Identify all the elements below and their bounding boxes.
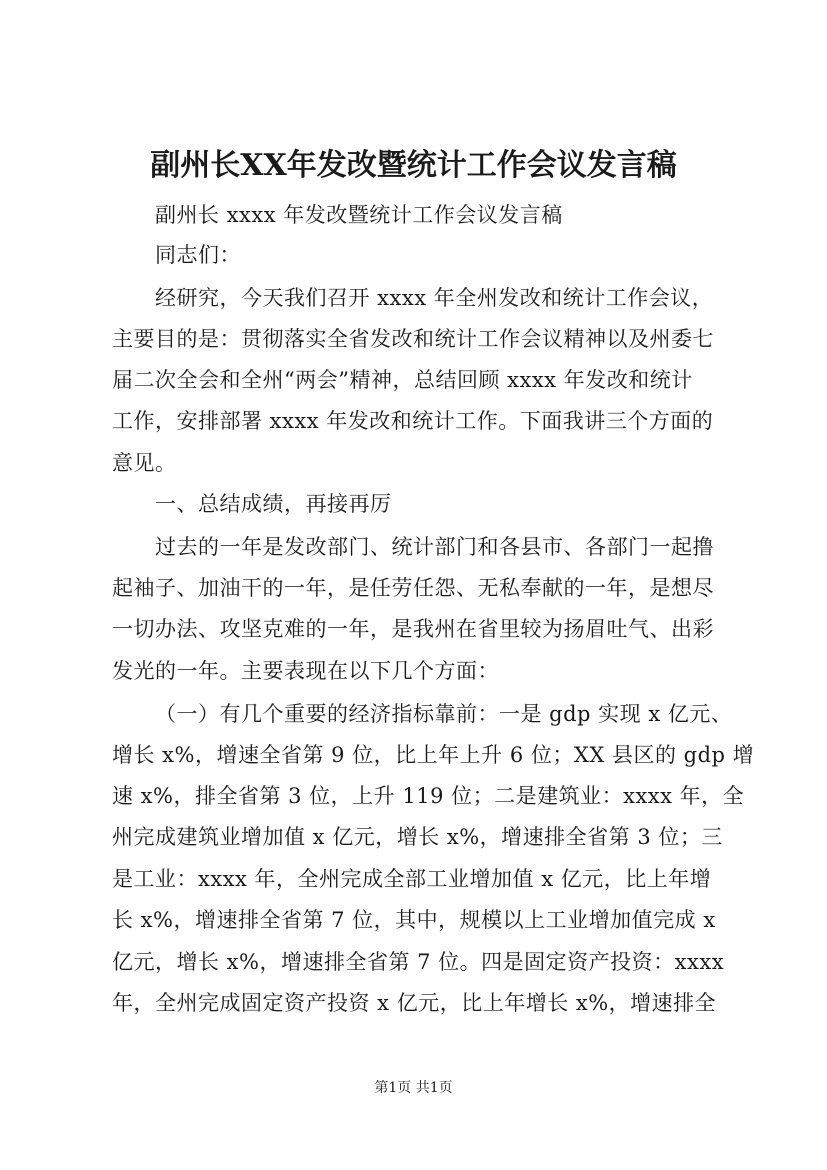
paragraph-line: 一切办法、攻坚克难的一年，是我州在省里较为扬眉吐气、出彩 [112,617,714,641]
paragraph-line: 州完成建筑业增加值 x 亿元，增长 x%，增速排全省第 3 位；三 [112,825,723,849]
paragraph-line: 过去的一年是发改部门、统计部门和各县市、各部门一起撸 [155,535,714,559]
paragraph-line: （一）有几个重要的经济指标靠前：一是 gdp 实现 x 亿元、 [155,702,733,726]
paragraph-line: 是工业：xxxx 年，全州完成全部工业增加值 x 亿元，比上年增 [112,867,712,891]
paragraph-line: 经研究，今天我们召开 xxxx 年全州发改和统计工作会议， [155,286,714,310]
paragraph-line: 发光的一年。主要表现在以下几个方面： [112,659,499,683]
paragraph-line: 工作，安排部署 xxxx 年发改和统计工作。下面我讲三个方面的 [112,409,714,433]
paragraph-line: 主要目的是：贯彻落实全省发改和统计工作会议精神以及州委七 [112,327,714,351]
paragraph-line: 起袖子、加油干的一年，是任劳任怨、无私奉献的一年，是想尽 [112,576,714,600]
subtitle-line: 副州长 xxxx 年发改暨统计工作会议发言稿 [155,203,563,227]
paragraph-line: 意见。 [112,451,177,475]
salutation-line: 同志们： [155,243,241,267]
paragraph-line: 速 x%，排全省第 3 位，上升 119 位；二是建筑业：xxxx 年，全 [112,784,745,808]
section-heading: 一、总结成绩，再接再厉 [155,492,392,516]
paragraph-line: 长 x%，增速排全省第 7 位，其中，规模以上工业增加值完成 x [112,908,716,932]
paragraph-line: 届二次全会和全州“两会”精神，总结回顾 xxxx 年发改和统计 [112,368,693,392]
page-number-footer: 第1页 共1页 [374,1080,453,1096]
paragraph-line: 亿元，增长 x%，增速排全省第 7 位。四是固定资产投资：xxxx [112,950,725,974]
paragraph-line: 增长 x%，增速全省第 9 位，比上年上升 6 位；XX 县区的 gdp 增 [112,743,755,767]
document-title: 副州长XX年发改暨统计工作会议发言稿 [150,148,677,183]
paragraph-line: 年，全州完成固定资产投资 x 亿元，比上年增长 x%，增速排全 [112,991,717,1015]
